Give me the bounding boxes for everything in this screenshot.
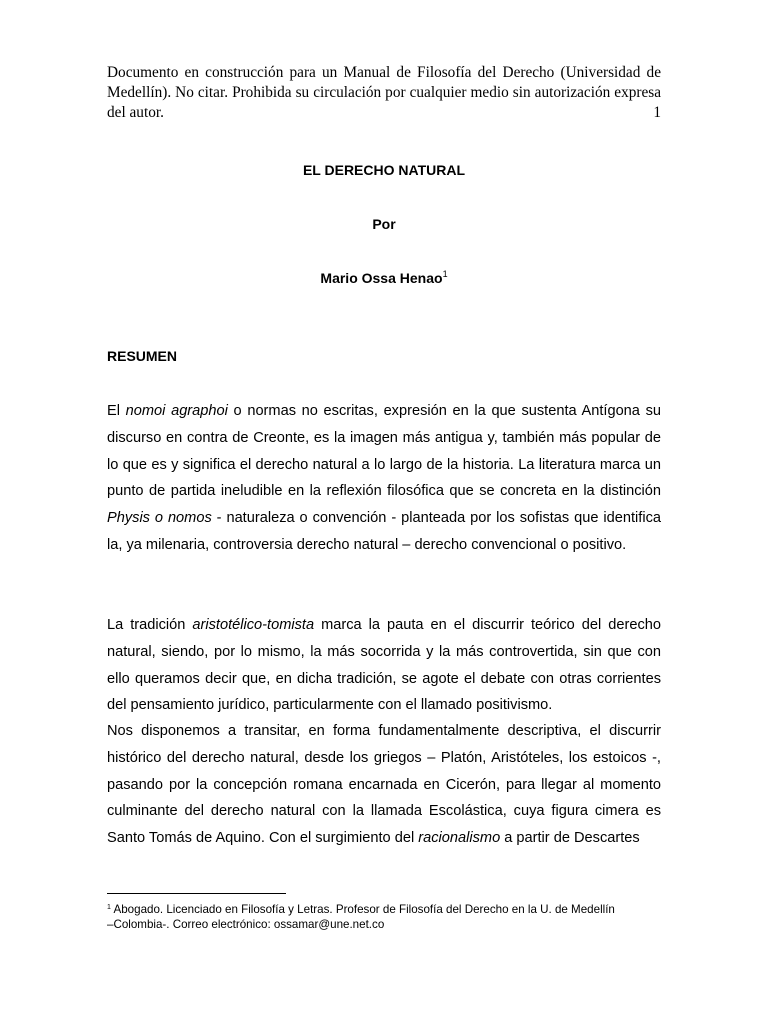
page-number: 1 <box>653 104 661 121</box>
paragraph <box>107 398 661 559</box>
footnote <box>107 900 661 932</box>
italic-term: Physis o nomos <box>107 510 212 527</box>
paragraph-text: - naturaleza o convención - planteada por los sofistas que identifica la, ya milenaria, controversia derecho natural – derecho convencional o positivo. <box>107 510 661 553</box>
paragraph-text: Nos disponemos a transitar, en forma fundamentalmente descriptiva, el discurrir histórico del derecho natural, desde los griegos – Platón, Aristóteles, los estoicos -, pasando por la concepción romana encarnada en Cicerón, para llegar al momento culminante del derecho natural con la llamada Escolástica, cuya figura cimera es Santo Tomás de Aquino. Con el surgimiento del <box>107 723 661 847</box>
header-line: del autor. <box>107 104 164 121</box>
paragraph-text: o normas no escritas, expresión en la que sustenta Antígona su discurso en contra de Creonte, es la imagen más antigua y, también más popular de lo que es y significa el derecho natural a lo largo de la historia. La literatura marca un punto de partida ineludible en la reflexión filosófica que se concreta en la distinción <box>107 403 661 500</box>
by-line: Por <box>372 216 396 232</box>
paragraph-text: a partir de Descartes <box>500 830 640 847</box>
header-last-line <box>107 103 661 123</box>
footnote-text: Abogado. Licenciado en Filosofía y Letras. Profesor de Filosofía del Derecho en la U. de Medellín <box>110 903 615 916</box>
paragraph-text: El <box>107 403 126 419</box>
footnote-line: –Colombia-. Correo electrónico: ossamar@une.net.co <box>107 918 385 931</box>
paragraph <box>107 612 661 719</box>
document-header <box>107 63 661 123</box>
footnote-mark: 1 <box>107 904 111 911</box>
author-line <box>107 269 661 286</box>
paragraph-text: marca la pauta en el discurrir teórico del derecho natural, siendo, por lo mismo, la más socorrida y la más controvertida, sin que con ello queramos decir que, en dicha tradición, se agote el debate con otras corrientes del pensamiento jurídico, particularmente con el llamado positivismo. <box>107 617 661 714</box>
footnote-separator <box>107 893 286 894</box>
footnote-reference[interactable]: 1 <box>442 269 448 279</box>
italic-term: racionalismo <box>418 830 501 847</box>
header-line: Documento en construcción para un Manual de Filosofía del Derecho (Universidad de <box>107 64 661 81</box>
footnote-line <box>107 900 661 917</box>
paragraph-text: La tradición <box>107 617 193 633</box>
paragraph <box>107 718 661 852</box>
italic-term: aristotélico-tomista <box>192 617 315 633</box>
section-heading: RESUMEN <box>107 348 178 364</box>
italic-term: nomoi agraphoi <box>125 403 228 419</box>
author-name: Mario Ossa Henao <box>320 270 443 286</box>
document-title: EL DERECHO NATURAL <box>302 162 466 178</box>
header-line: Medellín). No citar. Prohibida su circulación por cualquier medio sin autorización expresa <box>107 84 661 101</box>
